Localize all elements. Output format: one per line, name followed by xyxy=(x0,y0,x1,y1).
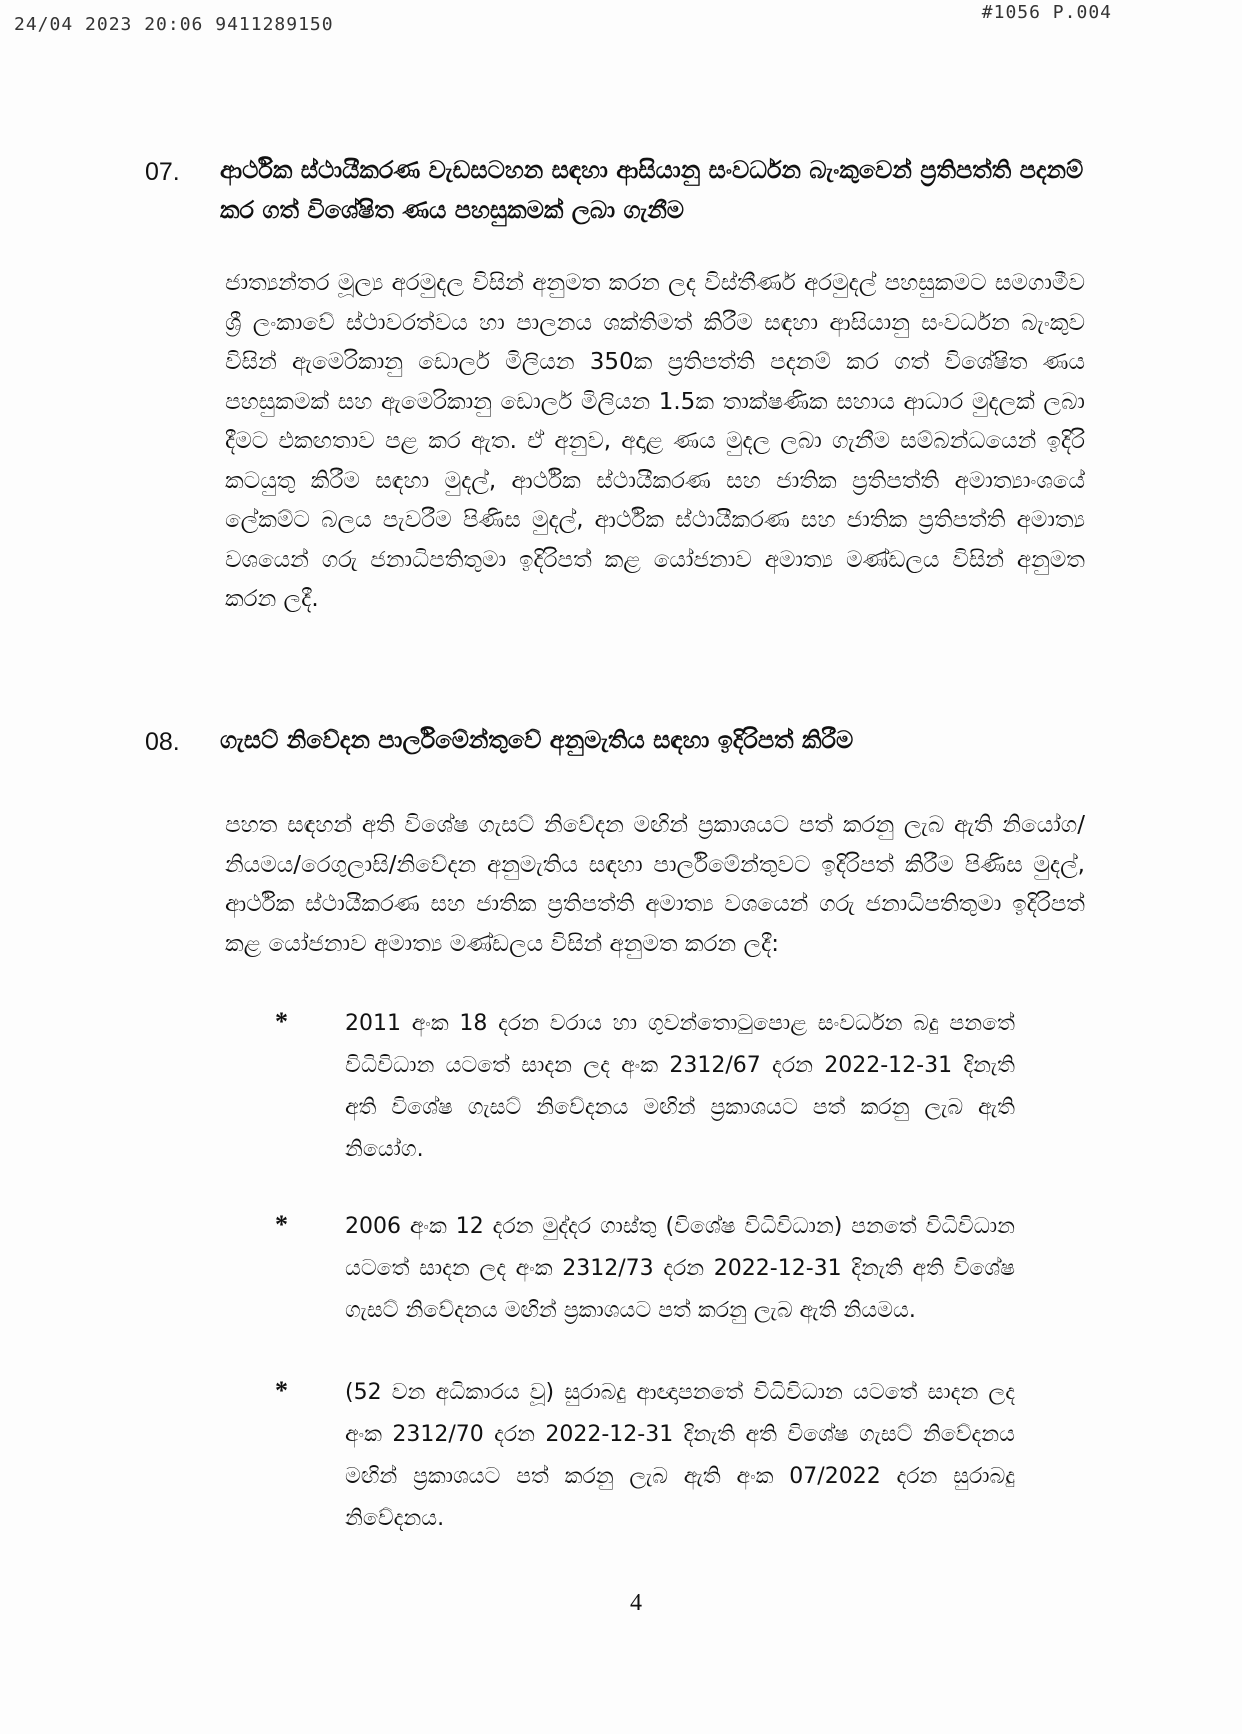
fax-header-stamp: 24/04 2023 20:06 9411289150 xyxy=(14,14,334,35)
list-item-text: 2011 අංක 18 දරන වරාය හා ගුවන්තොටුපොළ සංවර්ධන බදු පනතේ විධිවිධාන යටතේ සාදන ලද අංක 2312/67 දරන 2022-12-31 දිනැති අති විශේෂ ගැසට් නිවේදනය මඟින් ප්‍රකාශයට පත් කරනු ලැබ ඇති නියෝග. xyxy=(345,1011,1015,1162)
section-title: ආර්ථික ස්ථායීකරණ වැඩසටහන සඳහා ආසියානු සංවර්ධන බැංකුවෙන් ප්‍රතිපත්ති පදනම් කර ගත් විශේෂිත ණය පහසුකමක් ලබා ගැනීම xyxy=(220,156,1084,224)
list-item-text: 2006 අංක 12 දරන මුද්දර ගාස්තු (විශේෂ විධිවිධාන) පනතේ විධිවිධාන යටතේ සාදන ලද අංක 2312/73 දරන 2022-12-31 දිනැති අති විශේෂ ගැසට් නිවේදනය මඟින් ප්‍රකාශයට පත් කරනු ලැබ ඇති නියමය. xyxy=(345,1214,1015,1323)
bullet-marker: * xyxy=(275,1376,288,1405)
section-title: ගැසට් නිවේදන පාර්ලිමේන්තුවේ අනුමැතිය සඳහා ඉදිරිපත් කිරීම xyxy=(220,726,854,754)
section-number: 08. xyxy=(145,728,180,756)
bullet-marker: * xyxy=(275,1007,288,1036)
bullet-marker: * xyxy=(275,1210,288,1239)
section-body: පහත සඳහන් අති විශේෂ ගැසට් නිවේදන මඟින් ප්‍රකාශයට පත් කරනු ලැබ ඇති නියෝග/නියමය/රෙගුලාසි/නිවේදන අනුමැතිය සඳහා පාර්ලිමේන්තුවට ඉදිරිපත් කිරීම පිණිස මුදල්, ආර්ථික ස්ථායීකරණ සහ ජාතික ප්‍රතිපත්ති අමාත්‍ය වශයෙන් ගරු ජනාධිපතිතුමා ඉදිරිපත් කළ යෝජනාව අමාත්‍ය මණ්ඩලය විසින් අනුමත කරන ලදී: xyxy=(225,812,1085,957)
list-item-text: (52 වන අධිකාරය වූ) සුරාබදු ආඥාපනතේ විධිවිධාන යටතේ සාදන ලද අංක 2312/70 දරන 2022-12-31 දිනැති අති විශේෂ ගැසට් නිවේදනය මඟින් ප්‍රකාශයට පත් කරනු ලැබ ඇති අංක 07/2022 දරන සුරාබදු නිවේදනය. xyxy=(345,1380,1015,1531)
fax-page-reference: #1056 P.004 xyxy=(981,2,1112,23)
page-number: 4 xyxy=(630,1590,642,1616)
section-body: ජාත්‍යන්තර මූල්‍ය අරමුදල විසින් අනුමත කරන ලද විස්තීර්ණ අරමුදල් පහසුකමට සමගාමීව ශ්‍රී ලංකාවේ ස්ථාවරත්වය හා පාලනය ශක්තිමත් කිරීම සඳහා ආසියානු සංවර්ධන බැංකුව විසින් ඇමෙරිකානු ඩොලර් මිලියන 350ක ප්‍රතිපත්ති පදනම් කර ගත් විශේෂිත ණය පහසුකමක් සහ ඇමෙරිකානු ඩොලර් මිලියන 1.5ක තාක්ෂණික සහාය ආධාර මුදලක් ලබා දීමට එකඟතාව පළ කර ඇත. ඒ අනුව, අදාළ ණය මුදල ලබා ගැනීම සම්බන්ධයෙන් ඉදිරි කටයුතු කිරීම සඳහා මුදල්, ආර්ථික ස්ථායීකරණ සහ ජාතික ප්‍රතිපත්ති අමාත්‍යාංශයේ ලේකම්ට බලය පැවරීම පිණිස මුදල්, ආර්ථික ස්ථායීකරණ සහ ජාතික ප්‍රතිපත්ති අමාත්‍ය වශයෙන් ගරු ජනාධිපතිතුමා ඉදිරිපත් කළ යෝජනාව අමාත්‍ය මණ්ඩලය විසින් අනුමත කරන ලදී. xyxy=(225,270,1085,612)
section-number: 07. xyxy=(145,158,180,186)
